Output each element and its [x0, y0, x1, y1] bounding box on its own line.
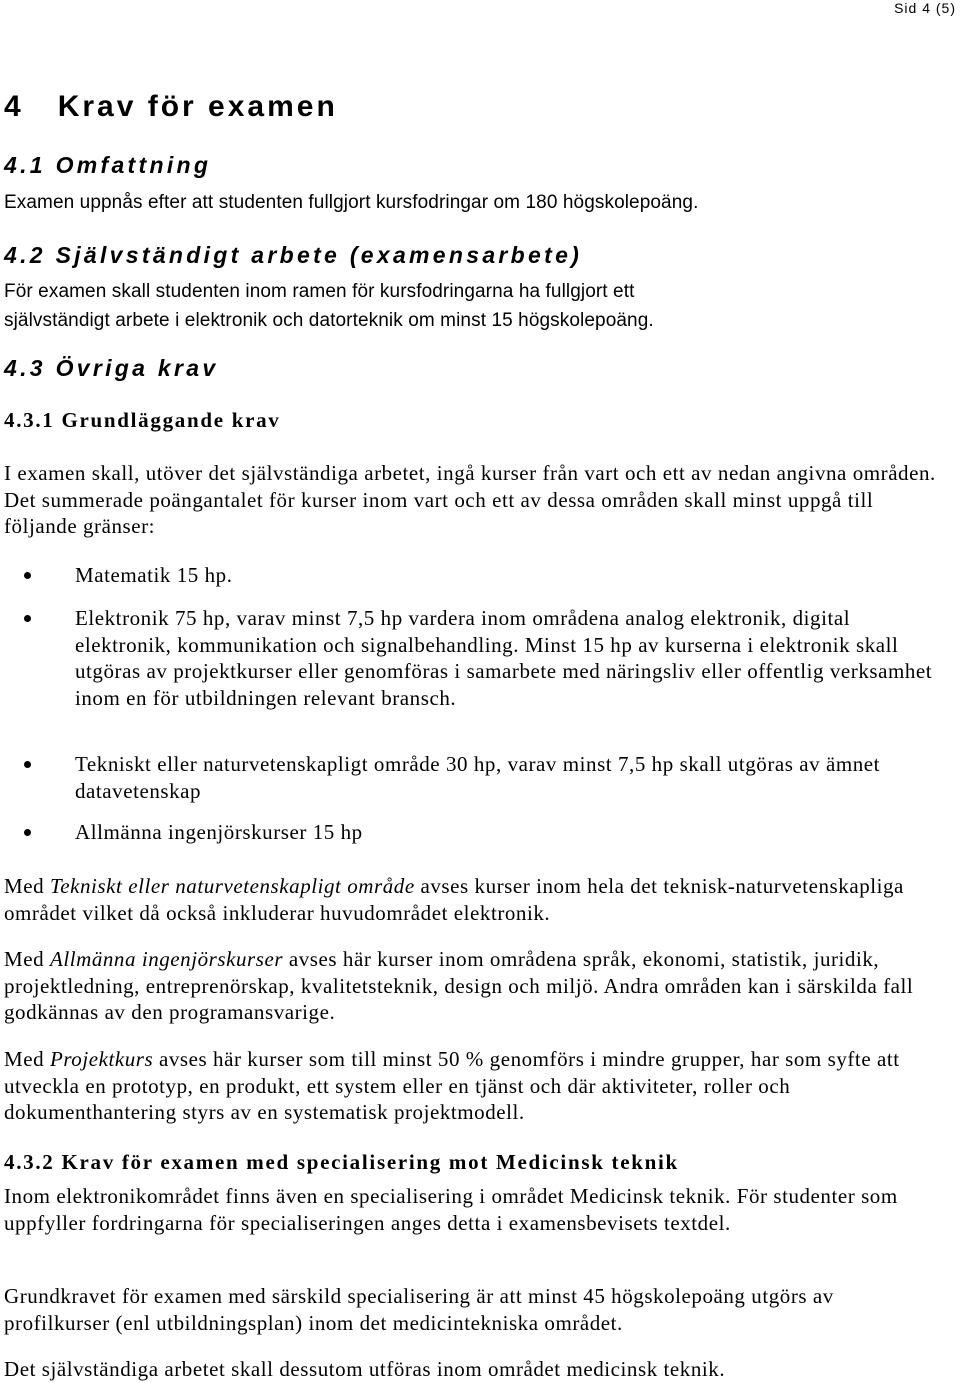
list-item-text: Elektronik 75 hp, varav minst 7,5 hp vardera inom områdena analog elektronik, digital elektronik, kommunikation och signalbehandling. Minst 15 hp av kurserna i elektronik skall utgöras av projektkurser eller genomföras i samarbete med näringsliv eller offentlig verksamhet inom en för utbildningen relevant bransch. [75, 606, 933, 710]
bullet-icon [24, 615, 31, 622]
paragraph-text: Med [4, 947, 50, 971]
subsection-heading-4-3-2: 4.3.2 Krav för examen med specialisering mot Medicinsk teknik [4, 1150, 679, 1174]
section-4-1-text: Examen uppnås efter att studenten fullgjort kursfodringar om 180 högskolepoäng. [4, 192, 699, 213]
section-4-2-line-1: För examen skall studenten inom ramen för kursfodringarna ha fullgjort ett [4, 281, 635, 302]
subsection-4-3-1-intro: I examen skall, utöver det självständiga arbetet, ingå kurser från vart och ett av nedan angivna områden. Det summerade poängantalet för kurser inom vart och ett av dessa områden skall minst uppgå till följande gränser: [4, 461, 936, 538]
bullet-icon [24, 572, 31, 579]
emphasized-term: Allmänna ingenjörskurser [49, 947, 284, 971]
paragraph-text: avses här kurser inom områdena språk, ekonomi, statistik, juridik, projektledning, entreprenörskap, kvalitetsteknik, design och miljö. Andra områden kan i särskilda fall godkännas av den programansvarige. [4, 947, 914, 1024]
bullet-icon [24, 761, 31, 768]
paragraph-text: avses här kurser som till minst 50 % genomförs i mindre grupper, har som syfte att utveckla en prototyp, en produkt, ett system eller en tjänst och där aktiviteter, roller och dokumenthantering styrs av en systematisk projektmodell. [4, 1047, 900, 1124]
list-item-text: Allmänna ingenjörskurser 15 hp [75, 820, 363, 844]
paragraph-text: avses kurser inom hela det teknisk-naturvetenskapliga området vilket då också inkluderar huvudområdet elektronik. [4, 874, 904, 925]
section-4-2-line-2: självständigt arbete i elektronik och datorteknik om minst 15 högskolepoäng. [4, 310, 654, 331]
paragraph-text: Med [4, 1047, 50, 1071]
definition-paragraph-2 [4, 946, 944, 1026]
list-item-text: Matematik 15 hp. [75, 563, 233, 587]
page-number: Sid 4 (5) [894, 0, 956, 16]
subsection-4-3-2-paragraph-1: Inom elektronikområdet finns även en specialisering i området Medicinsk teknik. För studenter som uppfyller fordringarna för specialiseringen anges detta i examensbevisets textdel. [4, 1184, 898, 1235]
section-heading-4-1: 4.1 Omfattning [4, 152, 212, 178]
list-item-text: Tekniskt eller naturvetenskapligt område 30 hp, varav minst 7,5 hp skall utgöras av ämnet datavetenskap [75, 752, 881, 803]
bullet-icon [24, 829, 31, 836]
section-heading-4-3: 4.3 Övriga krav [4, 355, 219, 381]
definition-paragraph-1 [4, 873, 944, 926]
section-heading-4-2: 4.2 Självständigt arbete (examensarbete) [4, 242, 583, 268]
emphasized-term: Tekniskt eller naturvetenskapligt område [49, 874, 415, 898]
emphasized-term: Projektkurs [49, 1047, 154, 1071]
subsection-4-3-2-paragraph-3: Det självständiga arbetet skall dessutom utföras inom området medicinsk teknik. [4, 1357, 726, 1381]
definition-paragraph-3 [4, 1046, 944, 1126]
paragraph-text: Med [4, 874, 50, 898]
chapter-heading: 4 Krav för examen [4, 90, 338, 123]
subsection-4-3-2-paragraph-2: Grundkravet för examen med särskild specialisering är att minst 45 högskolepoäng utgörs av profilkurser (enl utbildningsplan) inom det medicintekniska området. [4, 1284, 834, 1335]
subsection-heading-4-3-1: 4.3.1 Grundläggande krav [4, 408, 281, 432]
